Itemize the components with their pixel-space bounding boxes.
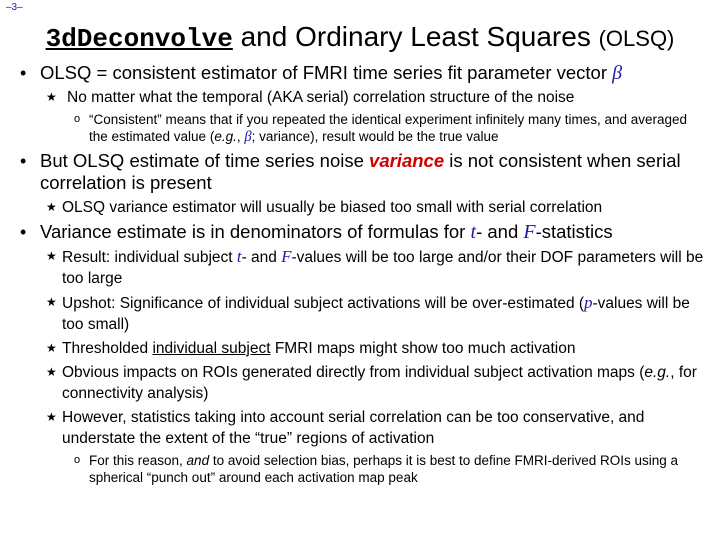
beta-symbol: β (244, 129, 252, 145)
text-part: is not consistent when serial correlation is present (40, 150, 681, 193)
bullet-marker: • (20, 222, 27, 242)
circle-marker: o (74, 113, 81, 125)
text-part: “Consistent” means that if you repeated the identical experiment infinitely many times, and averaged the estimated value ( (89, 112, 688, 144)
eg-text: e.g. (214, 129, 237, 144)
text-part: -values will be too large and/or their DOF parameters will be too large (62, 249, 704, 287)
text-part: Result: individual subject (62, 249, 237, 266)
star-marker: ★ (46, 410, 57, 424)
slide-content (0, 62, 720, 490)
text-part: , for connectivity analysis) (62, 364, 697, 402)
star-marker: ★ (46, 341, 57, 355)
title-text: and Ordinary Least Squares (232, 21, 599, 52)
text-part: to avoid selection bias, perhaps it is best to define FMRI-derived ROIs using a spherical “punch out” around each activation map peak (89, 453, 679, 485)
eg-text: e.g. (644, 364, 671, 381)
text-part: ; variance), result would be the true value (251, 129, 499, 144)
title-command: 3dDeconvolve (45, 24, 233, 54)
subsubbullet-consistent-meaning (0, 111, 720, 146)
subbullet-conservative (0, 407, 720, 449)
subsubbullet-punch-out (0, 452, 720, 486)
circle-marker: o (74, 454, 81, 466)
page-number: –3– (6, 2, 23, 13)
subbullet-text: No matter what the temporal (AKA serial) correlation structure of the noise (67, 89, 575, 106)
bullet-text: OLSQ = consistent estimator of FMRI time series fit parameter vector (40, 62, 613, 83)
title-abbrev: (OLSQ) (598, 26, 675, 51)
text-part: Obvious impacts on ROIs generated directly from individual subject activation maps ( (62, 364, 645, 381)
subbullet-biased-estimator (0, 197, 720, 218)
text-part: But OLSQ estimate of time series noise (40, 150, 370, 171)
individual-subject-underlined: individual subject (152, 340, 271, 357)
subbullet-thresholded (0, 338, 720, 359)
subbullet-upshot (0, 292, 720, 335)
star-marker: ★ (46, 200, 57, 214)
subbullet-text: However, statistics taking into account serial correlation can be too conservative, and understate the extent of the “true” regions of activation (62, 409, 645, 447)
text-part: -values will be too small) (62, 295, 690, 333)
beta-symbol: β (612, 62, 623, 84)
and-text: and (186, 453, 210, 468)
text-part: Variance estimate is in denominators of formulas for (40, 221, 471, 242)
bullet-variance-denominators (0, 221, 720, 243)
star-marker: ★ (46, 249, 57, 263)
text-part: - and (241, 249, 282, 266)
star-marker: ★ (46, 90, 57, 104)
bullet-olsq-consistent (0, 62, 720, 84)
star-marker: ★ (46, 295, 57, 309)
star-marker: ★ (46, 365, 57, 379)
f-symbol: F (523, 221, 536, 243)
t-symbol: t (236, 247, 242, 266)
bullet-variance-not-consistent (0, 150, 720, 194)
subbullet-roi-impacts (0, 362, 720, 404)
text-part: For this reason, (89, 453, 187, 468)
bullet-marker: • (20, 63, 27, 83)
p-symbol: p (584, 293, 593, 312)
text-part: - and (476, 221, 524, 242)
f-symbol: F (281, 247, 292, 266)
bullet-marker: • (20, 151, 27, 171)
slide-title (0, 20, 720, 56)
variance-highlight: variance (369, 150, 445, 171)
subbullet-correlation-structure (0, 87, 720, 108)
text-part: , (236, 129, 245, 144)
text-part: FMRI maps might show too much activation (270, 340, 576, 357)
text-part: Upshot: Significance of individual subject activations will be over-estimated ( (62, 295, 585, 312)
text-part: -statistics (535, 221, 613, 242)
subbullet-result (0, 246, 720, 289)
text-part: Thresholded (62, 340, 153, 357)
t-symbol: t (470, 221, 477, 243)
subbullet-text: OLSQ variance estimator will usually be biased too small with serial correlation (62, 199, 603, 216)
